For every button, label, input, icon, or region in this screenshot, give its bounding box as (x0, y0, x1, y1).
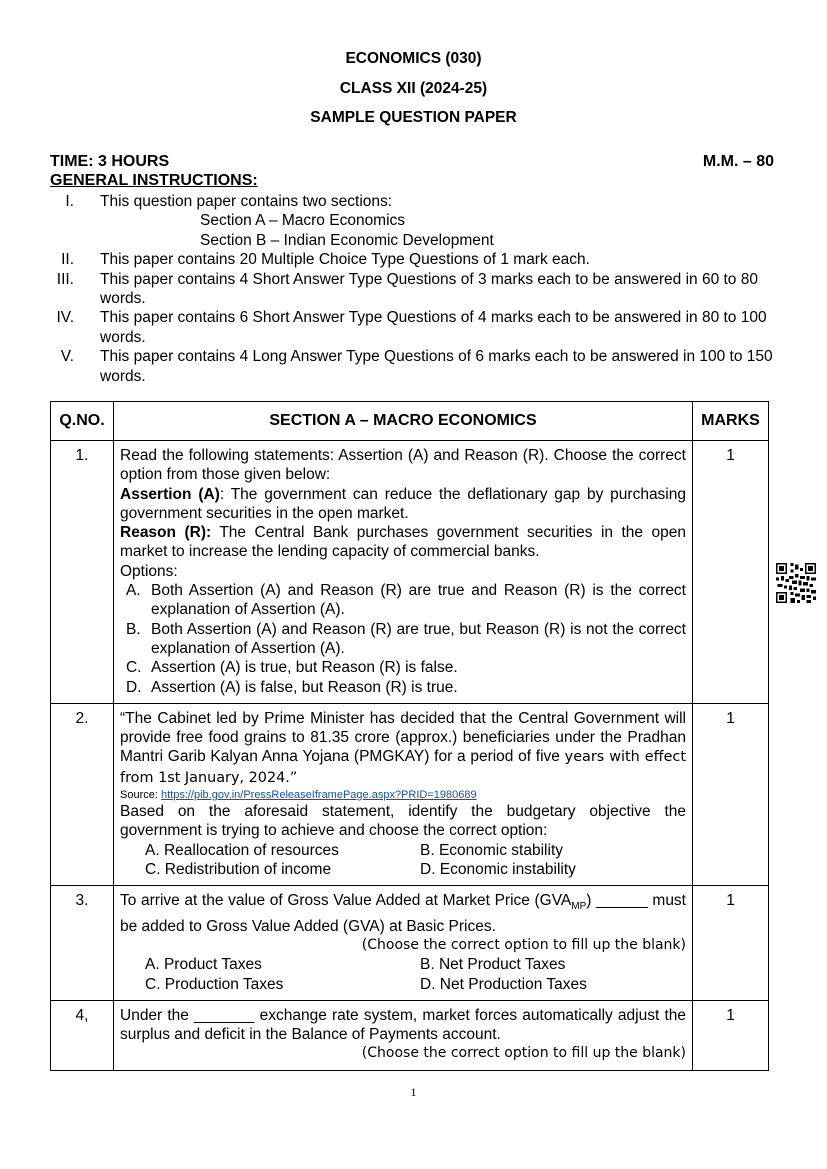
quote-text-a: “The Cabinet led by Prime Minister has decided that the Central Government will provide free food grains to 81.35 crore (approx.) beneficiaries under the Pradhan Mantri Garib Kalyan Anna Yojana (PMGKAY) for a period of five (120, 709, 686, 766)
instruction-number: III. (56, 270, 74, 288)
option-item: C. Redistribution of income (145, 860, 332, 878)
instruction-note: (Choose the correct option to fill up the blank) (361, 1045, 686, 1062)
option-text: Both Assertion (A) and Reason (R) are true and Reason (R) is the correct explanation of Assertion (A). (151, 582, 686, 619)
source-label: Source: (120, 789, 161, 802)
question-marks: 1 (693, 886, 769, 1001)
question-text (120, 891, 686, 936)
option-item: A. Reallocation of resources (145, 841, 339, 859)
instruction-sub-item: Section B – Indian Economic Development (200, 231, 494, 249)
question-marks: 1 (693, 441, 769, 704)
options-grid (120, 955, 686, 994)
instruction-note: (Choose the correct option to fill up the blank) (361, 936, 686, 953)
time-marks-line (50, 153, 774, 171)
max-marks-label: M.M. – 80 (702, 153, 774, 170)
paper-title: SAMPLE QUESTION PAPER (310, 109, 517, 126)
qno-header: Q.NO. (51, 402, 114, 441)
source-link[interactable]: https://pib.gov.in/PressReleaseIframePage.aspx?PRID=1980689 (160, 789, 477, 802)
question-number: 1. (51, 441, 114, 704)
page-number: 1 (410, 1085, 417, 1099)
option-item: B. Economic stability (420, 841, 563, 859)
option-item: B. Net Product Taxes (420, 956, 566, 974)
option-item: A. Product Taxes (145, 956, 262, 974)
question-text: Based on the aforesaid statement, identify the budgetary objective the government is trying to achieve and choose the correct option: (120, 803, 686, 840)
option-text: Both Assertion (A) and Reason (R) are true, but Reason (R) is not the correct explanation of Assertion (A). (151, 620, 686, 657)
question-body (114, 1000, 693, 1070)
instruction-item (50, 250, 776, 269)
reason-label: Reason (R): (120, 524, 212, 542)
options-label: Options: (120, 562, 178, 580)
question-number: 4, (51, 1000, 114, 1070)
question-marks: 1 (693, 1000, 769, 1070)
options-grid (120, 841, 686, 880)
options-list (120, 581, 686, 697)
instruction-text: This paper contains 4 Short Answer Type Questions of 3 marks each to be answered in 60 to 80 words. (100, 270, 758, 308)
question-body (114, 441, 693, 704)
table-row (51, 1000, 769, 1070)
question-text: Under the _______ exchange rate system, market forces automatically adjust the surplus and deficit in the Balance of Payments account. (120, 1006, 686, 1044)
option-item: D. Economic instability (420, 860, 576, 878)
option-item: D. Net Production Taxes (420, 975, 587, 993)
source-line (120, 788, 686, 802)
option-text: Assertion (A) is true, but Reason (R) is false. (151, 659, 458, 677)
class-title: CLASS XII (2024-25) (339, 80, 488, 97)
reason-text: The Central Bank purchases government securities in the open market to increase the lending capacity of commercial banks. (120, 524, 686, 561)
table-row (51, 703, 769, 885)
instruction-sub-item: Section A – Macro Economics (200, 212, 406, 230)
question-intro: Read the following statements: Assertion (A) and Reason (R). Choose the correct option from those given below: (120, 447, 686, 484)
general-instructions-title: GENERAL INSTRUCTIONS: (50, 172, 258, 189)
option-letter: B. (126, 620, 141, 638)
instructions-list (50, 192, 776, 386)
qr-code-icon (776, 563, 816, 603)
instruction-item (50, 308, 776, 347)
marks-header: MARKS (693, 402, 769, 441)
question-marks: 1 (693, 703, 769, 885)
instruction-number: IV. (56, 309, 74, 327)
option-item (120, 581, 686, 620)
reason (120, 523, 686, 562)
option-letter: C. (126, 659, 142, 677)
question-text-a: To arrive at the value of Gross Value Added at Market Price (GVA (120, 892, 572, 910)
instruction-text: This question paper contains two sections: (100, 193, 393, 210)
assertion-label: Assertion (A) (120, 485, 220, 503)
option-item (120, 620, 686, 659)
quote (120, 709, 686, 788)
instruction-item (50, 192, 776, 250)
mp-subscript: MP (571, 901, 587, 913)
instruction-number: II. (61, 251, 74, 269)
question-body (114, 886, 693, 1001)
assertion (120, 485, 686, 524)
instruction-number: V. (60, 348, 74, 366)
table-header-row (51, 402, 769, 441)
option-item (120, 658, 686, 677)
instruction-item (50, 347, 776, 386)
assertion-text: : The government can reduce the deflationary gap by purchasing government securities in the open market. (120, 485, 686, 522)
table-row (51, 886, 769, 1001)
table-row (51, 441, 769, 704)
option-text: Assertion (A) is false, but Reason (R) is true. (151, 678, 458, 696)
instruction-text: This paper contains 20 Multiple Choice Type Questions of 1 mark each. (100, 251, 590, 269)
instruction-number: I. (65, 193, 74, 210)
option-letter: A. (126, 582, 141, 600)
quote-text-b: years with effect from 1st January, 2024.” (120, 749, 686, 786)
question-text-b: ) ______ must be added to Gross Value Added (GVA) at Basic Prices. (120, 892, 686, 935)
option-letter: D. (126, 678, 142, 696)
question-number: 2. (51, 703, 114, 885)
instruction-item (50, 270, 776, 309)
instruction-text: This paper contains 4 Long Answer Type Questions of 6 marks each to be answered in 100 to 150 words. (100, 348, 773, 385)
option-item (120, 678, 686, 697)
question-body (114, 703, 693, 885)
question-table (50, 401, 769, 1071)
time-label: TIME: 3 HOURS (50, 153, 170, 170)
option-item: C. Production Taxes (145, 975, 284, 993)
question-number: 3. (51, 886, 114, 1001)
subject-title: ECONOMICS (030) (345, 50, 482, 67)
instruction-text: This paper contains 6 Short Answer Type Questions of 4 marks each to be answered in 80 to 100 words. (100, 309, 767, 346)
section-header: SECTION A – MACRO ECONOMICS (114, 402, 693, 441)
